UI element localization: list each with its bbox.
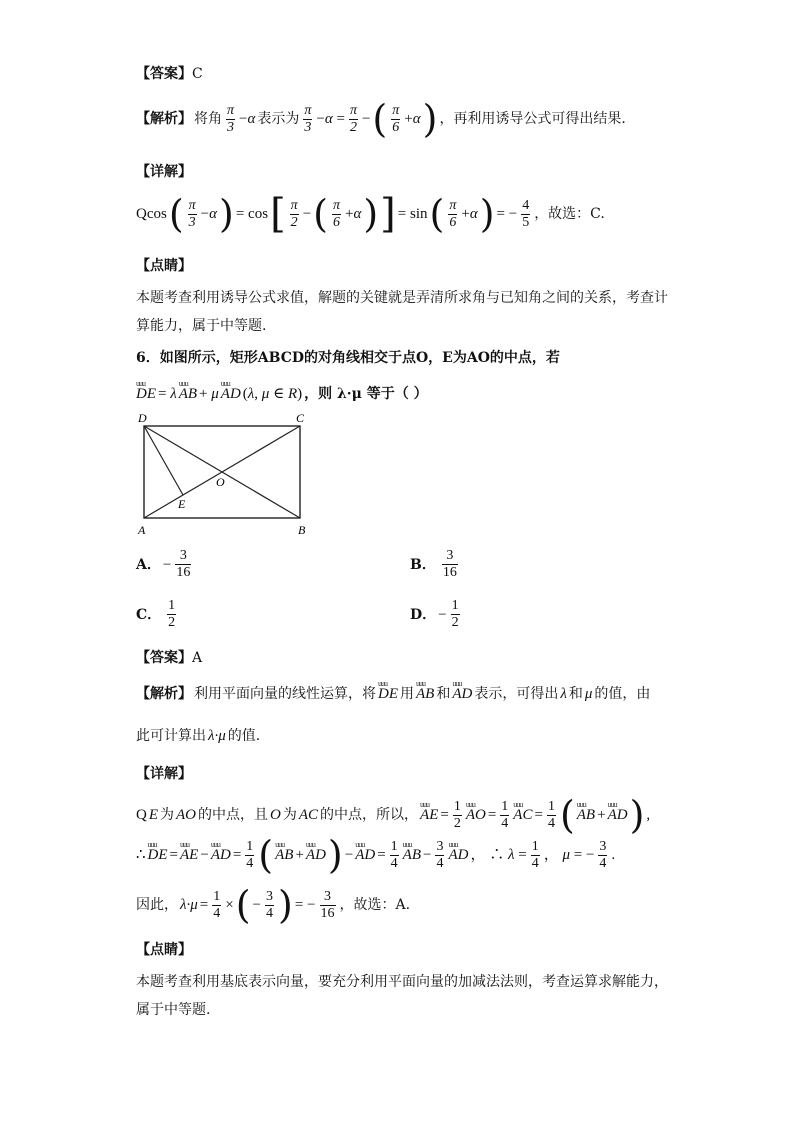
paren: ( (168, 192, 184, 236)
fraction: $\frac{1}{2}$ (168, 598, 176, 630)
bracket: ] (380, 191, 396, 237)
paren: ( (235, 883, 251, 927)
fraction: $\frac{1}{4}$ (547, 798, 555, 831)
detail-text: ，故选：A. (339, 897, 411, 913)
analysis-text: 和 (436, 686, 451, 702)
vector-DE: uuu DE (136, 384, 156, 404)
analysis-text: 用 (400, 686, 414, 702)
fraction: $\frac{3}{4}$ (266, 888, 274, 921)
vector-AD: uuu AD (452, 684, 472, 704)
fraction: $\frac{1}{4}$ (501, 798, 509, 831)
fraction: $\frac{\pi}{2}$ (290, 197, 298, 230)
vector-AD: uuu AD (448, 845, 468, 865)
option-sign: − (438, 606, 447, 623)
vector-AB: uuu AB (577, 805, 595, 825)
vector-AD: uuu AD (221, 384, 241, 404)
detail-text: 为 (282, 807, 297, 823)
q5-comment-line-2: 算能力，属于中等题. (136, 318, 267, 334)
vector-AE: uuu AE (180, 845, 198, 865)
option-A[interactable] (136, 548, 193, 581)
vector-AB: uuu AB (275, 845, 293, 865)
math-expr: λ·μ (208, 728, 226, 744)
analysis-text: 利用平面向量的线性运算，将 (194, 686, 376, 702)
q5-analysis-line (136, 97, 626, 141)
vector-AB: uuu AB (179, 384, 197, 404)
paren: ( (258, 833, 274, 877)
fraction: $\frac{\pi}{6}$ (332, 197, 340, 230)
option-sign: − (162, 556, 172, 573)
fraction: $\frac{3}{16}$ (442, 548, 457, 580)
detail-text: 的中点，且 (198, 807, 269, 823)
math-expr: , (646, 807, 651, 823)
math-expr: = (487, 807, 497, 823)
option-label: A． (136, 556, 161, 573)
fraction: $\frac{3}{4}$ (599, 838, 607, 871)
q6-answer-line (136, 648, 202, 668)
label-B: B (298, 523, 306, 537)
q5-answer-line (136, 64, 203, 84)
math-expr: Q (136, 807, 147, 823)
analysis-text: 的值. (227, 728, 261, 744)
math-expr: − (200, 847, 209, 863)
paren: ) (278, 883, 293, 927)
math-expr: = sin (397, 206, 428, 222)
fraction: $\frac{4}{5}$ (522, 197, 530, 230)
comment-label: 【点睛】 (136, 942, 192, 958)
analysis-text: 的值，由 (594, 686, 651, 702)
paren: ) (629, 793, 645, 837)
option-label: C． (136, 606, 162, 623)
math-expr: = λ (158, 386, 177, 402)
paren: ) (219, 192, 234, 236)
analysis-text: 此可计算出 (136, 728, 206, 744)
label-C: C (296, 411, 305, 425)
fraction: $\frac{1}{2}$ (453, 798, 461, 831)
rectangle-figure (134, 410, 314, 538)
math-expr: Qcos (136, 206, 167, 222)
label-D: D (138, 411, 147, 425)
option-label: B． (410, 556, 436, 573)
fraction: $\frac{\pi}{3}$ (227, 102, 235, 135)
vector-AD: uuu AD (211, 845, 231, 865)
fraction: $\frac{3}{16}$ (176, 548, 191, 580)
answer-label: 【答案】 (136, 66, 192, 82)
fraction: $\frac{1}{4}$ (246, 838, 254, 871)
label-O: O (216, 475, 225, 489)
q6-comment-line-2: 属于中等题. (136, 1002, 211, 1018)
q6-detail-label (136, 764, 192, 784)
analysis-text: 表示，可得出 (474, 686, 559, 702)
mu-symbol: μ (584, 686, 593, 702)
fraction: $\frac{\pi}{3}$ (304, 102, 312, 135)
paren: ) (479, 192, 495, 236)
math-expr: −α = (316, 111, 345, 127)
math-expr: +α (345, 206, 362, 222)
vector-AB: uuu AB (403, 845, 421, 865)
fraction: $\frac{\pi}{6}$ (449, 197, 457, 230)
math-expr: = (440, 807, 449, 823)
q5-detail-line (136, 191, 605, 237)
math-expr: = − (294, 897, 316, 913)
segment-DE (144, 426, 183, 495)
option-C[interactable] (136, 598, 178, 631)
fraction: $\frac{1}{4}$ (531, 838, 539, 871)
q5-comment-label (136, 256, 192, 276)
answer-value: A (192, 650, 203, 666)
paren: ( (372, 97, 388, 141)
paren: ( (313, 192, 328, 236)
math-expr: +α (404, 111, 421, 127)
math-expr: = (377, 847, 386, 863)
detail-text: ，故选：C. (534, 206, 605, 222)
math-expr: AO (176, 807, 197, 823)
q5-comment-line-1: 本题考查利用诱导公式求值，解题的关键就是弄清所求角与已知角之间的关系，考查计 (136, 290, 668, 306)
q6-detail-line-1 (136, 793, 651, 837)
math-expr: = (534, 807, 543, 823)
q6-stem-line-1: 6．如图所示，矩形ABCD的对角线相交于点O，E为AO的中点，若 (136, 350, 560, 366)
math-expr: = (169, 847, 179, 863)
math-expr: AC (298, 807, 319, 823)
detail-label: 【详解】 (136, 766, 192, 782)
option-D[interactable] (410, 598, 462, 631)
detail-text: 为 (160, 807, 175, 823)
vector-AD: uuu AD (355, 845, 375, 865)
math-expr: − (302, 206, 312, 222)
math-expr: − (423, 847, 432, 863)
math-expr: = (232, 847, 242, 863)
paren: ) (422, 97, 438, 141)
math-expr: − (344, 847, 354, 863)
math-expr: + μ (199, 386, 219, 402)
label-E: E (178, 497, 186, 511)
math-expr: . (611, 847, 616, 863)
analysis-text: 表示为 (257, 111, 300, 127)
paren: ( (559, 793, 575, 837)
vector-DE: uuu DE (378, 684, 398, 704)
q6-comment-line-1: 本题考查利用基底表示向量，要充分利用平面向量的加减法法则，考查运算求解能力， (136, 974, 668, 990)
bracket: [ (270, 191, 286, 237)
math-expr: − (252, 897, 262, 913)
q6-analysis-line-2 (136, 726, 260, 746)
math-expr: λ·μ (180, 897, 198, 913)
vector-AB: uuu AB (416, 684, 434, 704)
math-expr: × (225, 897, 234, 913)
label-A: A (138, 523, 146, 537)
analysis-label: 【解析】 (136, 686, 192, 702)
fraction: $\frac{1}{4}$ (390, 838, 398, 871)
vector-AD: uuu AD (306, 845, 326, 865)
math-expr: O (270, 807, 281, 823)
fraction: $\frac{1}{2}$ (451, 598, 459, 630)
q6-detail-line-2 (136, 833, 616, 877)
fraction: $\frac{3}{4}$ (436, 838, 444, 871)
detail-text: 的中点，所以， (320, 807, 419, 823)
lambda-symbol: λ (560, 686, 567, 702)
fraction: $\frac{\pi}{6}$ (392, 102, 400, 135)
math-expr: ∴ (136, 847, 146, 863)
paren: ) (327, 833, 343, 877)
math-expr: + (295, 847, 304, 863)
paren: ) (363, 192, 379, 236)
stem-text: ，则 λ·μ 等于（ ） (304, 386, 428, 402)
q6-stem-line-2 (136, 384, 428, 404)
vector-AO: uuu AO (466, 805, 486, 825)
analysis-text: 和 (568, 686, 583, 702)
math-expr: −α (239, 111, 256, 127)
math-expr: +α (461, 206, 478, 222)
fraction: $\frac{3}{16}$ (320, 888, 335, 921)
math-expr: − (361, 111, 371, 127)
fraction: $\frac{1}{4}$ (213, 888, 221, 921)
math-expr: + (597, 807, 606, 823)
math-expr: (λ, μ ∈ R) (242, 386, 303, 402)
comment-label: 【点睛】 (136, 258, 192, 274)
math-expr: E (148, 807, 159, 823)
answer-value: C (192, 66, 203, 82)
vector-AC: uuu AC (513, 805, 532, 825)
math-expr: = cos (235, 206, 269, 222)
fraction: $\frac{\pi}{2}$ (349, 102, 357, 135)
q6-comment-label (136, 940, 192, 960)
math-expr: ， μ = − (543, 847, 595, 863)
math-expr: = − (496, 206, 518, 222)
math-expr: ， ∴ λ = (470, 847, 527, 863)
vector-AD: uuu AD (608, 805, 628, 825)
paren: ( (429, 192, 445, 236)
analysis-text: ，再利用诱导公式可得出结果. (439, 111, 626, 127)
math-expr: = (199, 897, 209, 913)
analysis-text: 将角 (194, 111, 222, 127)
q6-analysis-line-1 (136, 684, 650, 704)
math-expr: −α (200, 206, 218, 222)
q6-detail-line-3 (136, 883, 411, 927)
option-label: D． (410, 606, 437, 623)
vector-DE: uuu DE (148, 845, 168, 865)
answer-label: 【答案】 (136, 650, 192, 666)
q5-detail-label (136, 162, 192, 182)
option-B[interactable] (410, 548, 460, 581)
detail-text: 因此， (136, 897, 178, 913)
fraction: $\frac{\pi}{3}$ (188, 197, 196, 230)
vector-AE: uuu AE (420, 805, 438, 825)
analysis-label: 【解析】 (136, 111, 192, 127)
detail-label: 【详解】 (136, 164, 192, 180)
